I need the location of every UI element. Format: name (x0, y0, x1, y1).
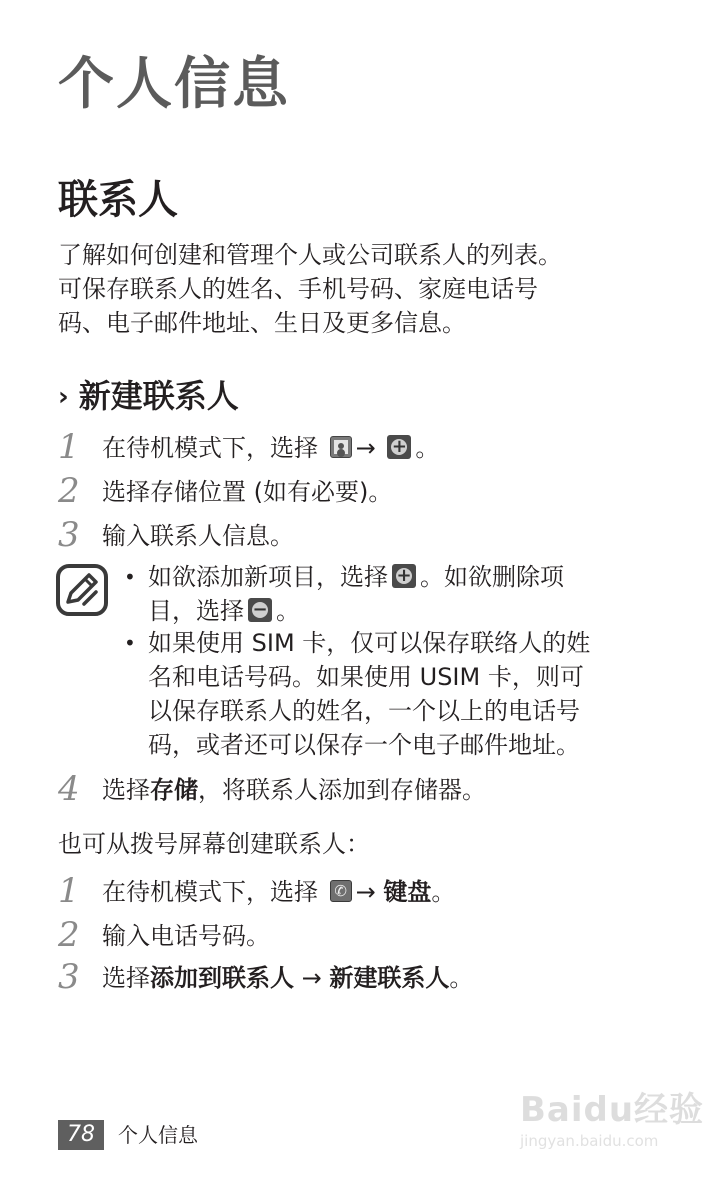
chevron-right-icon: › (58, 382, 69, 412)
add-icon (387, 435, 411, 459)
watermark (520, 1082, 705, 1162)
step-text: 在待机模式下，选择 (102, 878, 318, 906)
note-line: 码，或者还可以保存一个电子邮件地址。 (148, 731, 580, 759)
step-a3 (58, 515, 294, 555)
note-text: 如欲添加新项目，选择 (148, 563, 388, 591)
note-line: 如果使用 SIM 卡，仅可以保存联络人的姓 (148, 629, 591, 657)
phone-icon (330, 880, 352, 902)
step-b3 (58, 957, 474, 997)
step-text: 。 (415, 434, 440, 462)
step-text: 在待机模式下，选择 (102, 434, 318, 462)
step-number: 3 (58, 515, 80, 555)
add-icon (392, 564, 416, 588)
contacts-icon (330, 436, 352, 458)
step-bold-text: 添加到联系人 (150, 964, 294, 992)
intro-line: 码、电子邮件地址、生日及更多信息。 (58, 309, 466, 337)
intro-paragraph (58, 238, 678, 340)
page-number: 78 (58, 1120, 104, 1150)
arrow: → (355, 434, 376, 462)
intro-line: 了解如何创建和管理个人或公司联系人的列表。 (58, 241, 562, 269)
step-number: 1 (58, 427, 80, 467)
note-line: 名和电话号码。如果使用 USIM 卡，则可 (148, 663, 584, 691)
subsection-title-text: 新建联系人 (78, 377, 239, 415)
note-text: 。如欲删除项 (420, 563, 564, 591)
step-text: ，将联系人添加到存储器。 (198, 776, 486, 804)
watermark-logo: Baidu经验 (520, 1090, 705, 1130)
step-b1 (58, 871, 456, 911)
step-text: 选择 (102, 964, 150, 992)
bullet-dot: • (124, 565, 136, 589)
alt-intro: 也可从拨号屏幕创建联系人： (58, 830, 370, 858)
step-a1 (58, 427, 440, 467)
step-a2 (58, 471, 393, 511)
chapter-title: 个人信息 (58, 52, 290, 117)
step-text: 选择 (102, 776, 150, 804)
step-bold-text: 键盘 (383, 878, 432, 906)
step-text: 。 (449, 964, 474, 992)
intro-line: 可保存联系人的姓名、手机号码、家庭电话号 (58, 275, 538, 303)
note-text: 。 (276, 597, 300, 625)
step-number: 2 (58, 471, 80, 511)
subsection-title (58, 374, 239, 421)
step-number: 4 (58, 769, 80, 809)
remove-icon (248, 598, 272, 622)
bullet-dot: • (124, 631, 136, 655)
arrow: → (355, 878, 376, 906)
step-number: 3 (58, 957, 80, 997)
section-title: 联系人 (58, 177, 178, 223)
step-text: 选择存储位置 (如有必要)。 (102, 478, 393, 506)
note-text: 目，选择 (148, 597, 244, 625)
step-number: 1 (58, 871, 80, 911)
note-pencil-icon (56, 564, 108, 616)
step-text: 输入联系人信息。 (102, 522, 294, 550)
note-line: 以保存联系人的姓名，一个以上的电话号 (148, 697, 580, 725)
watermark-url: jingyan.baidu.com (520, 1132, 659, 1150)
step-text: 输入电话号码。 (102, 922, 270, 950)
step-text: 。 (431, 878, 456, 906)
footer-chapter-label: 个人信息 (118, 1123, 198, 1147)
arrow: → (301, 964, 322, 992)
step-bold-text: 存储 (150, 776, 198, 804)
step-bold-text: 新建联系人 (329, 964, 450, 992)
step-a4 (58, 769, 486, 809)
step-b2 (58, 915, 270, 955)
step-number: 2 (58, 915, 80, 955)
